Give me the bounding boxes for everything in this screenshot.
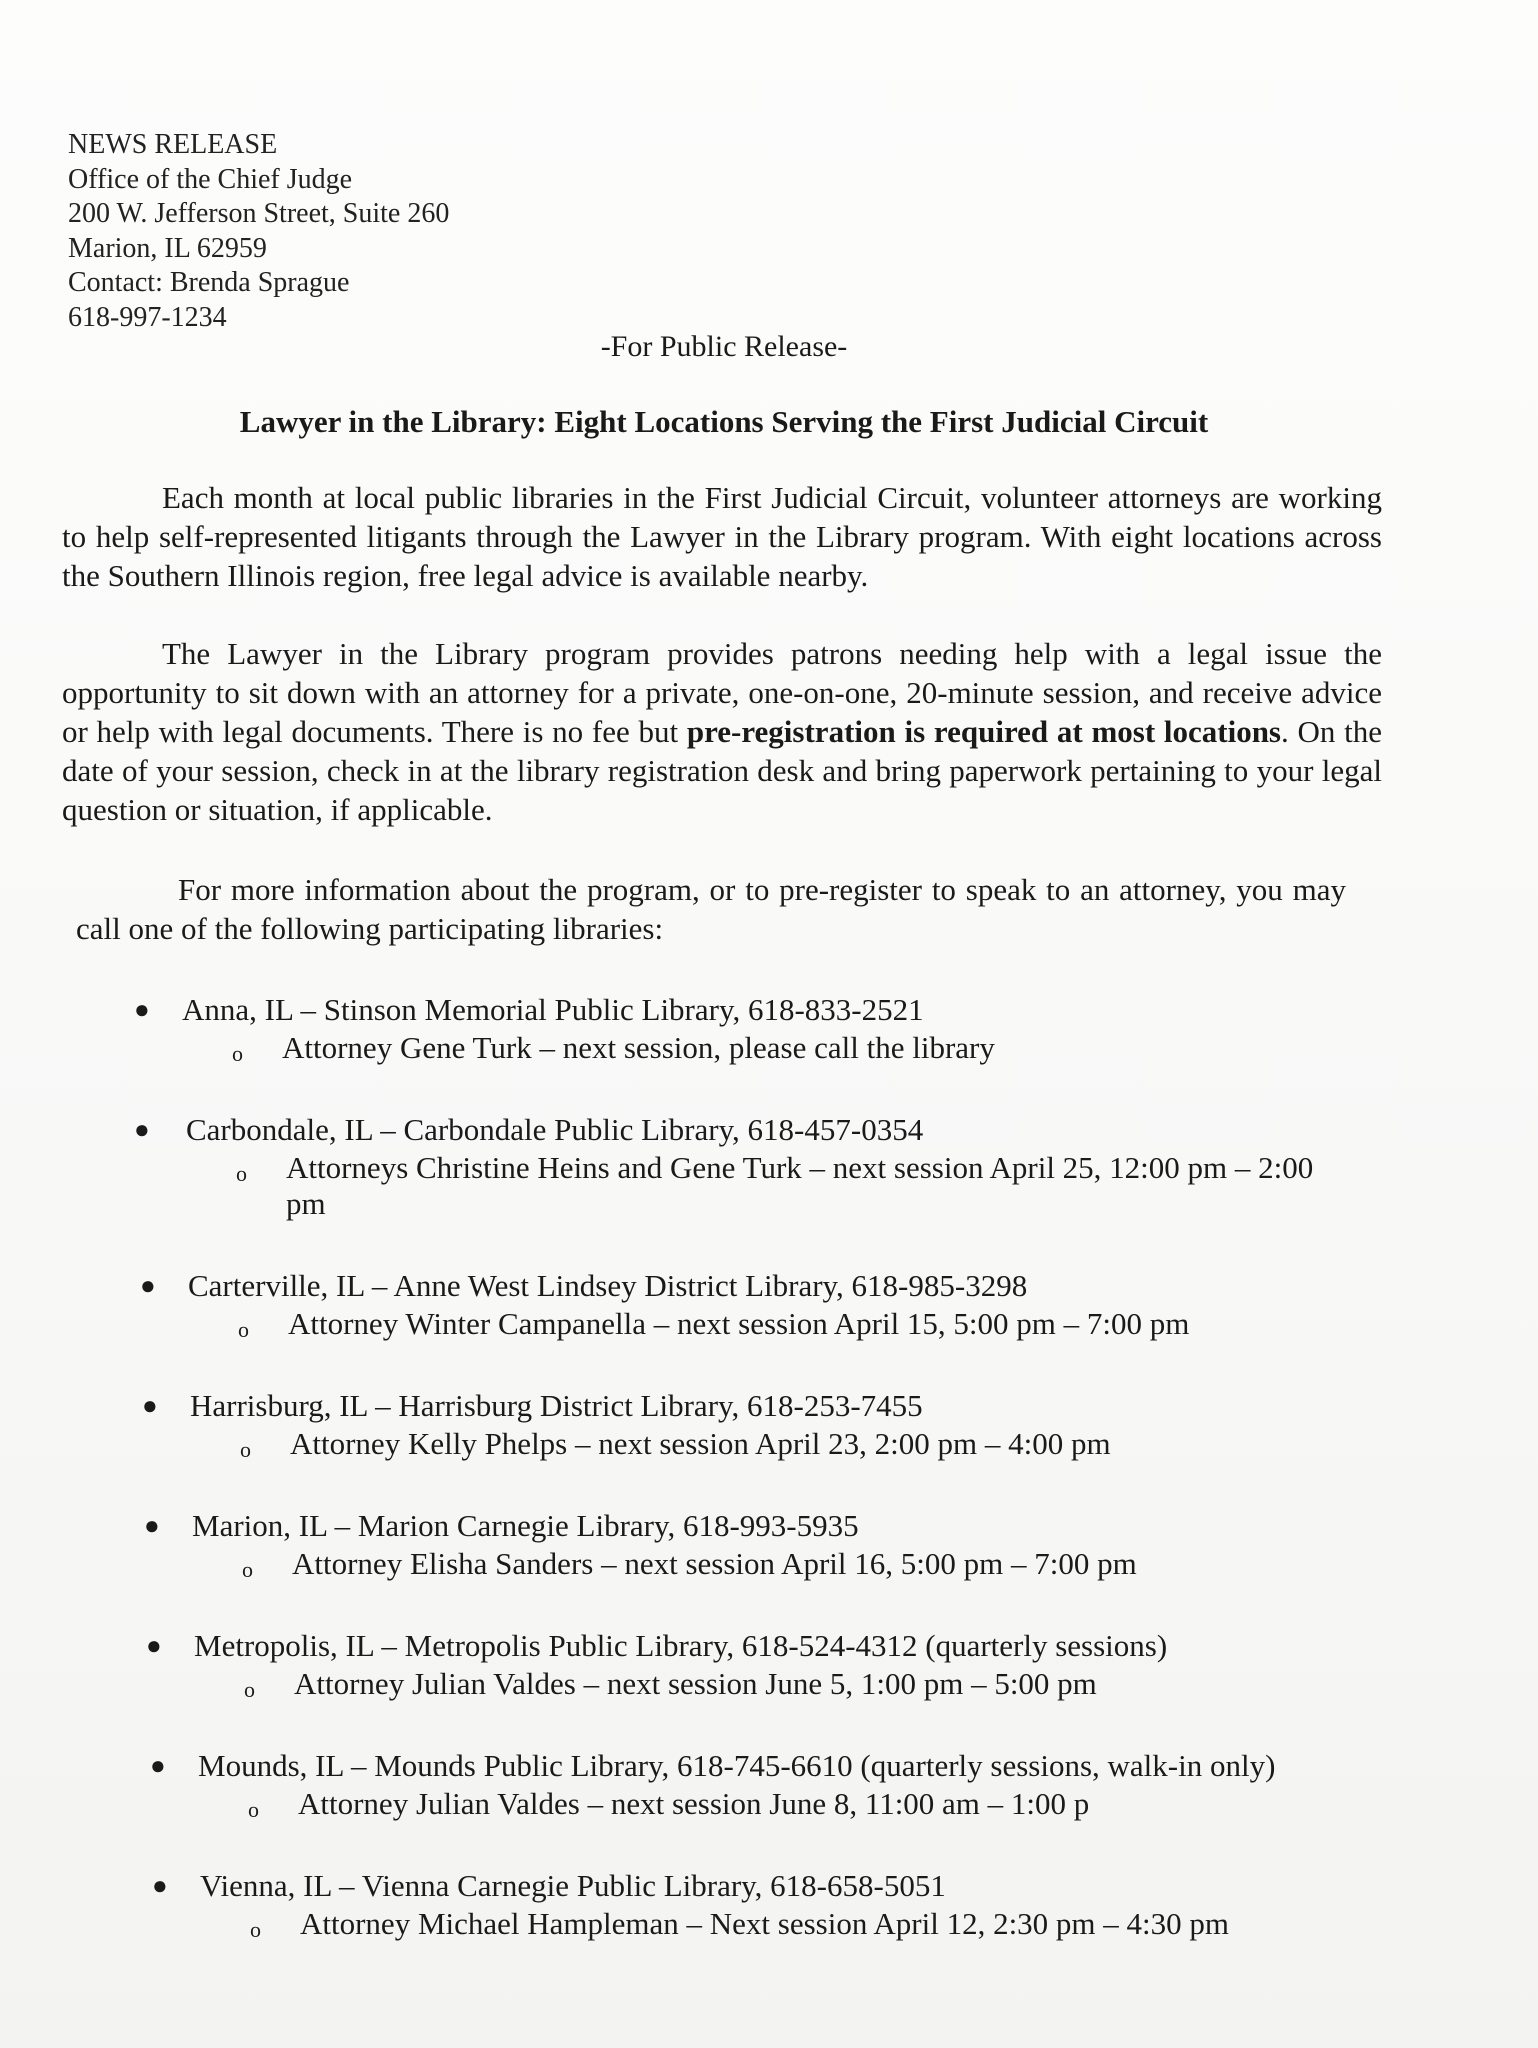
- library-info: Metropolis, IL – Metropolis Public Library, 618-524-4312 (quarterly sessions): [194, 1628, 1168, 1663]
- bullet-icon: ●: [134, 1115, 150, 1144]
- session-text: Attorney Elisha Sanders – next session April 16, 5:00 pm – 7:00 pm: [292, 1546, 1137, 1581]
- paragraph-program-text: The Lawyer in the Library program provides patrons needing help with a legal issue the opportunity to sit down with an attorney for a private, one-on-one, 20-minute session, and receive advice or help with legal documents. There is no fee but: [62, 636, 1382, 749]
- sub-bullet-icon: o: [232, 1041, 243, 1066]
- header-contact: Contact: Brenda Sprague: [68, 267, 350, 298]
- bullet-icon: ●: [152, 1871, 168, 1900]
- session-text: Attorney Julian Valdes – next session June 5, 1:00 pm – 5:00 pm: [294, 1666, 1097, 1701]
- list-item: [142, 1628, 1430, 1702]
- header-phone: 618-997-1234: [68, 301, 227, 333]
- library-info: Carbondale, IL – Carbondale Public Library, 618-457-0354: [186, 1112, 924, 1147]
- library-info: Carterville, IL – Anne West Lindsey District Library, 618-985-3298: [188, 1268, 1028, 1303]
- header-label: NEWS RELEASE: [68, 129, 278, 160]
- sub-bullet-icon: o: [236, 1161, 247, 1186]
- library-info: Mounds, IL – Mounds Public Library, 618-745-6610 (quarterly sessions, walk-in only): [198, 1748, 1276, 1783]
- session-text: Attorney Michael Hampleman – Next session April 12, 2:30 pm – 4:30 pm: [300, 1906, 1230, 1941]
- session-info: [194, 1666, 1430, 1702]
- paragraph-program: [62, 634, 1382, 829]
- session-text: Attorneys Christine Heins and Gene Turk – next session April 25, 12:00 pm – 2:00 pm: [286, 1150, 1314, 1221]
- session-info: [190, 1426, 1430, 1462]
- session-info: [198, 1786, 1430, 1822]
- paragraph-contact-text: For more information about the program, or to pre-register to speak to an attorney, you may call one of the following participating libraries:: [76, 872, 1346, 946]
- list-item: [148, 1868, 1430, 1942]
- session-info: [192, 1546, 1430, 1582]
- paragraph-program-text-end: . On the date of your session, check in at the library registration desk and bring paperwork pertaining to your legal question or situation, if applicable.: [62, 714, 1382, 827]
- session-text: Attorney Winter Campanella – next session April 15, 5:00 pm – 7:00 pm: [288, 1306, 1190, 1341]
- list-item: [146, 1748, 1430, 1822]
- library-info: Marion, IL – Marion Carnegie Library, 618-993-5935: [192, 1508, 859, 1543]
- library-info: Vienna, IL – Vienna Carnegie Public Library, 618-658-5051: [200, 1868, 946, 1903]
- session-info: [186, 1150, 1430, 1222]
- session-info: [188, 1306, 1430, 1342]
- session-text: Attorney Julian Valdes – next session June 8, 11:00 am – 1:00 p: [298, 1786, 1090, 1821]
- session-text: Attorney Gene Turk – next session, please call the library: [282, 1030, 995, 1065]
- bullet-icon: ●: [146, 1631, 162, 1660]
- bullet-icon: ●: [144, 1511, 160, 1540]
- release-notice: -For Public Release-: [600, 330, 848, 363]
- library-info: Harrisburg, IL – Harrisburg District Library, 618-253-7455: [190, 1388, 923, 1423]
- headline: Lawyer in the Library: Eight Locations Serving the First Judicial Circuit: [239, 404, 1209, 439]
- library-list: [130, 992, 1430, 1988]
- sub-bullet-icon: o: [250, 1917, 261, 1942]
- library-info: Anna, IL – Stinson Memorial Public Library, 618-833-2521: [182, 992, 924, 1027]
- sub-bullet-icon: o: [248, 1797, 259, 1822]
- sub-bullet-icon: o: [238, 1317, 249, 1342]
- bullet-icon: ●: [142, 1391, 158, 1420]
- paragraph-intro-text: Each month at local public libraries in the First Judicial Circuit, volunteer attorneys are working to help self-represented litigants through the Lawyer in the Library program. With eight locations across the Southern Illinois region, free legal advice is available nearby.: [62, 480, 1382, 593]
- paragraph-contact: [76, 870, 1346, 948]
- session-text: Attorney Kelly Phelps – next session April 23, 2:00 pm – 4:00 pm: [290, 1426, 1111, 1461]
- header-street: 200 W. Jefferson Street, Suite 260: [68, 198, 450, 229]
- header-office: Office of the Chief Judge: [68, 163, 353, 195]
- pre-registration-notice: pre-registration is required at most locations: [686, 714, 1282, 749]
- paragraph-intro: [62, 478, 1382, 595]
- bullet-icon: ●: [134, 995, 150, 1024]
- list-item: [130, 992, 1430, 1066]
- session-info: [182, 1030, 1430, 1066]
- session-info: [200, 1906, 1430, 1942]
- list-item: [140, 1508, 1430, 1582]
- header-city: Marion, IL 62959: [68, 232, 267, 264]
- sub-bullet-icon: o: [240, 1437, 251, 1462]
- news-release-header: [68, 128, 449, 335]
- list-item: [138, 1388, 1430, 1462]
- sub-bullet-icon: o: [244, 1677, 255, 1702]
- list-item: [130, 1112, 1430, 1222]
- bullet-icon: ●: [150, 1751, 166, 1780]
- sub-bullet-icon: o: [242, 1557, 253, 1582]
- bullet-icon: ●: [140, 1271, 156, 1300]
- list-item: [136, 1268, 1430, 1342]
